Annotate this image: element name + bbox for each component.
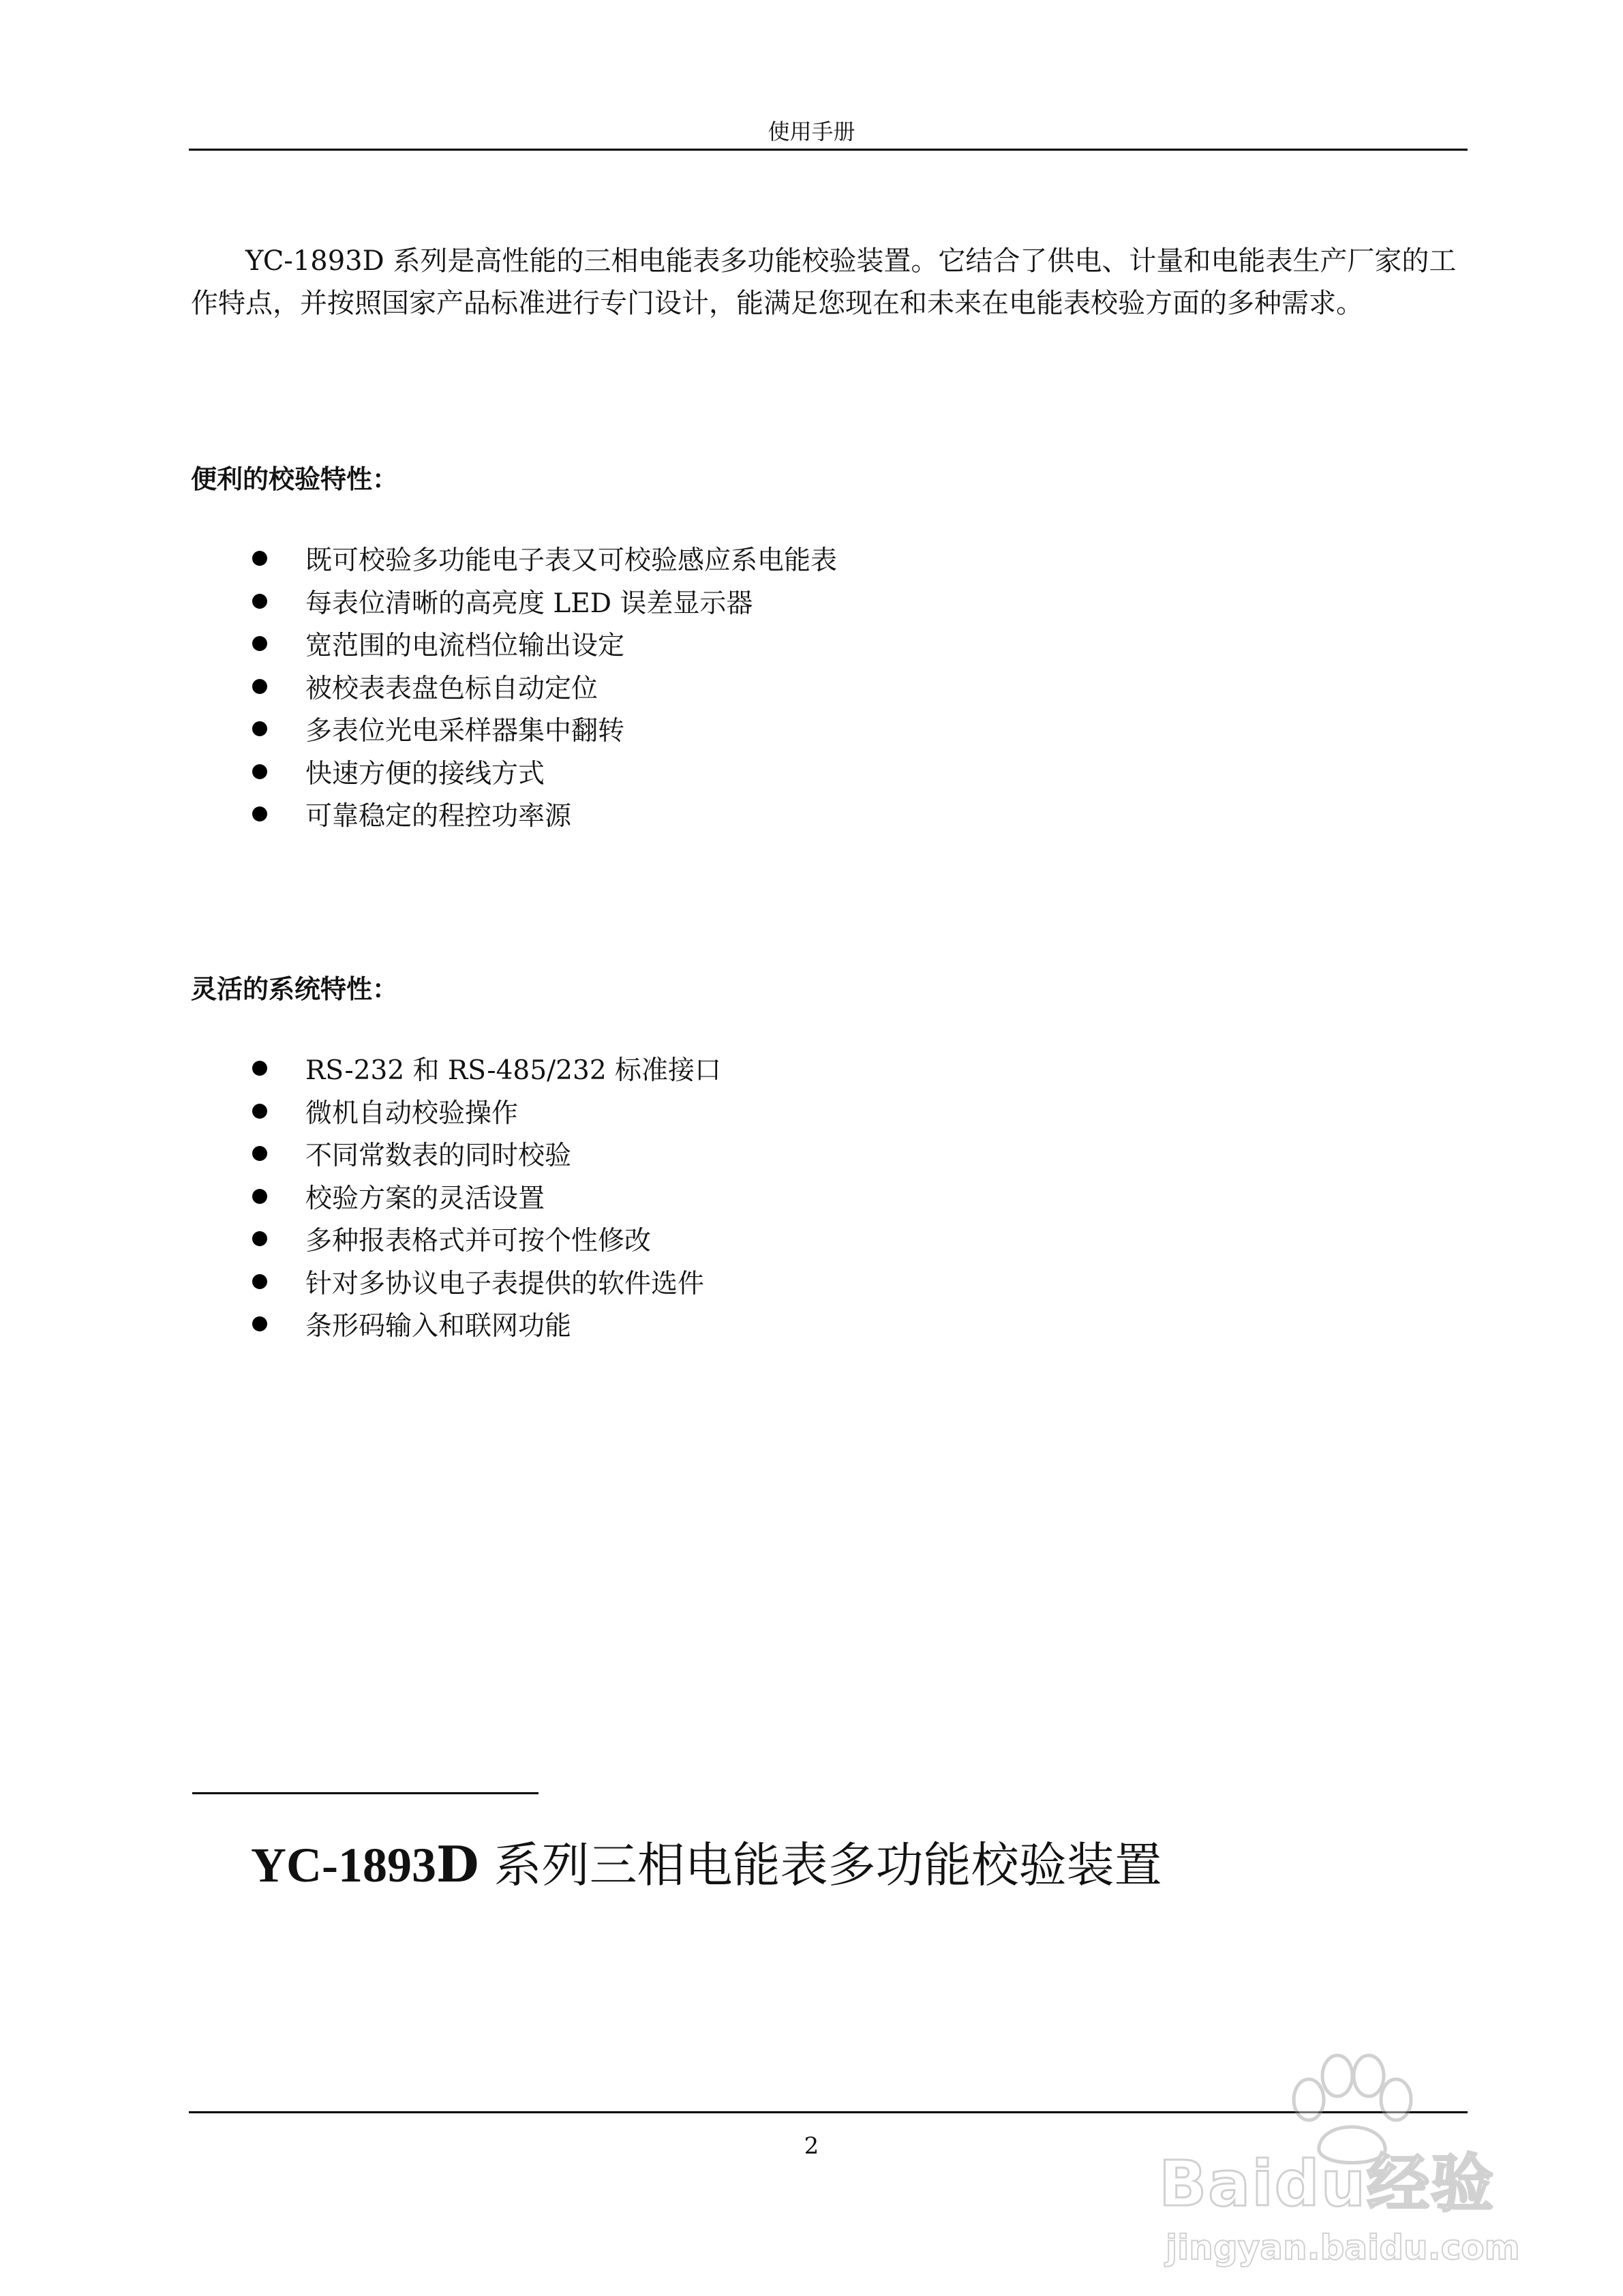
watermark-url-text: jingyan.baidu.com: [1166, 2228, 1520, 2267]
page-number: 2: [804, 2132, 819, 2160]
bullet-icon: [252, 1061, 267, 1076]
bullet-icon: [252, 1231, 267, 1246]
list-item: [252, 1047, 721, 1090]
bullet-icon: [252, 806, 267, 821]
list-item: [252, 1175, 721, 1218]
product-description: 系列三相电能表多功能校验装置: [479, 1837, 1162, 1893]
list-item-text: 宽范围的电流档位输出设定: [305, 631, 625, 662]
baidu-watermark: [1145, 2045, 1527, 2277]
bullet-icon: [252, 1146, 267, 1161]
list-item-text: 条形码输入和联网功能: [305, 1311, 572, 1342]
footnote-divider: [192, 1792, 539, 1794]
bullet-icon: [252, 636, 267, 651]
running-header: 使用手册: [768, 119, 855, 145]
intro-paragraph: YC-1893D 系列是高性能的三相电能表多功能校验装置。它结合了供电、计量和电能表生产厂家的工作特点，并按照国家产品标准进行专门设计，能满足您现在和未来在电能表校验方面的多种需求。: [191, 245, 1457, 319]
list-item: [252, 1218, 721, 1260]
list-item-text: 不同常数表的同时校验: [305, 1141, 572, 1172]
list-item-text: RS-232 和 RS-485/232 标准接口: [305, 1055, 722, 1087]
list-item-text: 被校表表盘色标自动定位: [305, 673, 598, 704]
list-item: [252, 751, 837, 794]
bullet-icon: [252, 721, 267, 736]
product-model: YC-1893: [251, 1838, 436, 1892]
bullet-icon: [252, 551, 267, 566]
bullet-icon: [252, 594, 267, 609]
list-item: [252, 1132, 721, 1175]
bullet-icon: [252, 1189, 267, 1204]
list-item: [252, 665, 837, 708]
list-item: [252, 537, 837, 580]
list-item: [252, 622, 837, 665]
convenient-features-list: [252, 537, 837, 836]
bullet-icon: [252, 1274, 267, 1289]
list-item-text: 多表位光电采样器集中翻转: [305, 716, 625, 747]
system-features-list: [252, 1047, 721, 1346]
list-item-text: 针对多协议电子表提供的软件选件: [305, 1268, 705, 1299]
list-item: [252, 708, 837, 751]
list-item-text: 校验方案的灵活设置: [305, 1183, 545, 1214]
bullet-icon: [252, 764, 267, 779]
list-item-text: 每表位清晰的高亮度 LED 误差显示器: [305, 588, 753, 619]
list-item-text: 既可校验多功能电子表又可校验感应系电能表: [305, 545, 838, 577]
list-item-text: 多种报表格式并可按个性修改: [305, 1226, 652, 1257]
product-model-suffix: D: [436, 1835, 479, 1893]
section-heading-system-features: 灵活的系统特性：: [191, 974, 399, 1004]
bullet-icon: [252, 1316, 267, 1331]
list-item: [252, 1260, 721, 1303]
list-item: [252, 1303, 721, 1346]
header-divider: [189, 149, 1468, 151]
watermark-brand-text: Baidu经验: [1159, 2147, 1496, 2220]
list-item: [252, 793, 837, 836]
bullet-icon: [252, 1104, 267, 1119]
bullet-icon: [252, 679, 267, 694]
list-item-text: 可靠稳定的程控功率源: [305, 801, 572, 832]
list-item: [252, 1090, 721, 1133]
section-heading-convenient-features: 便利的校验特性：: [191, 464, 399, 494]
list-item-text: 微机自动校验操作: [305, 1098, 519, 1129]
product-title: [251, 1827, 1162, 1896]
list-item: [252, 580, 837, 623]
list-item-text: 快速方便的接线方式: [305, 758, 545, 789]
